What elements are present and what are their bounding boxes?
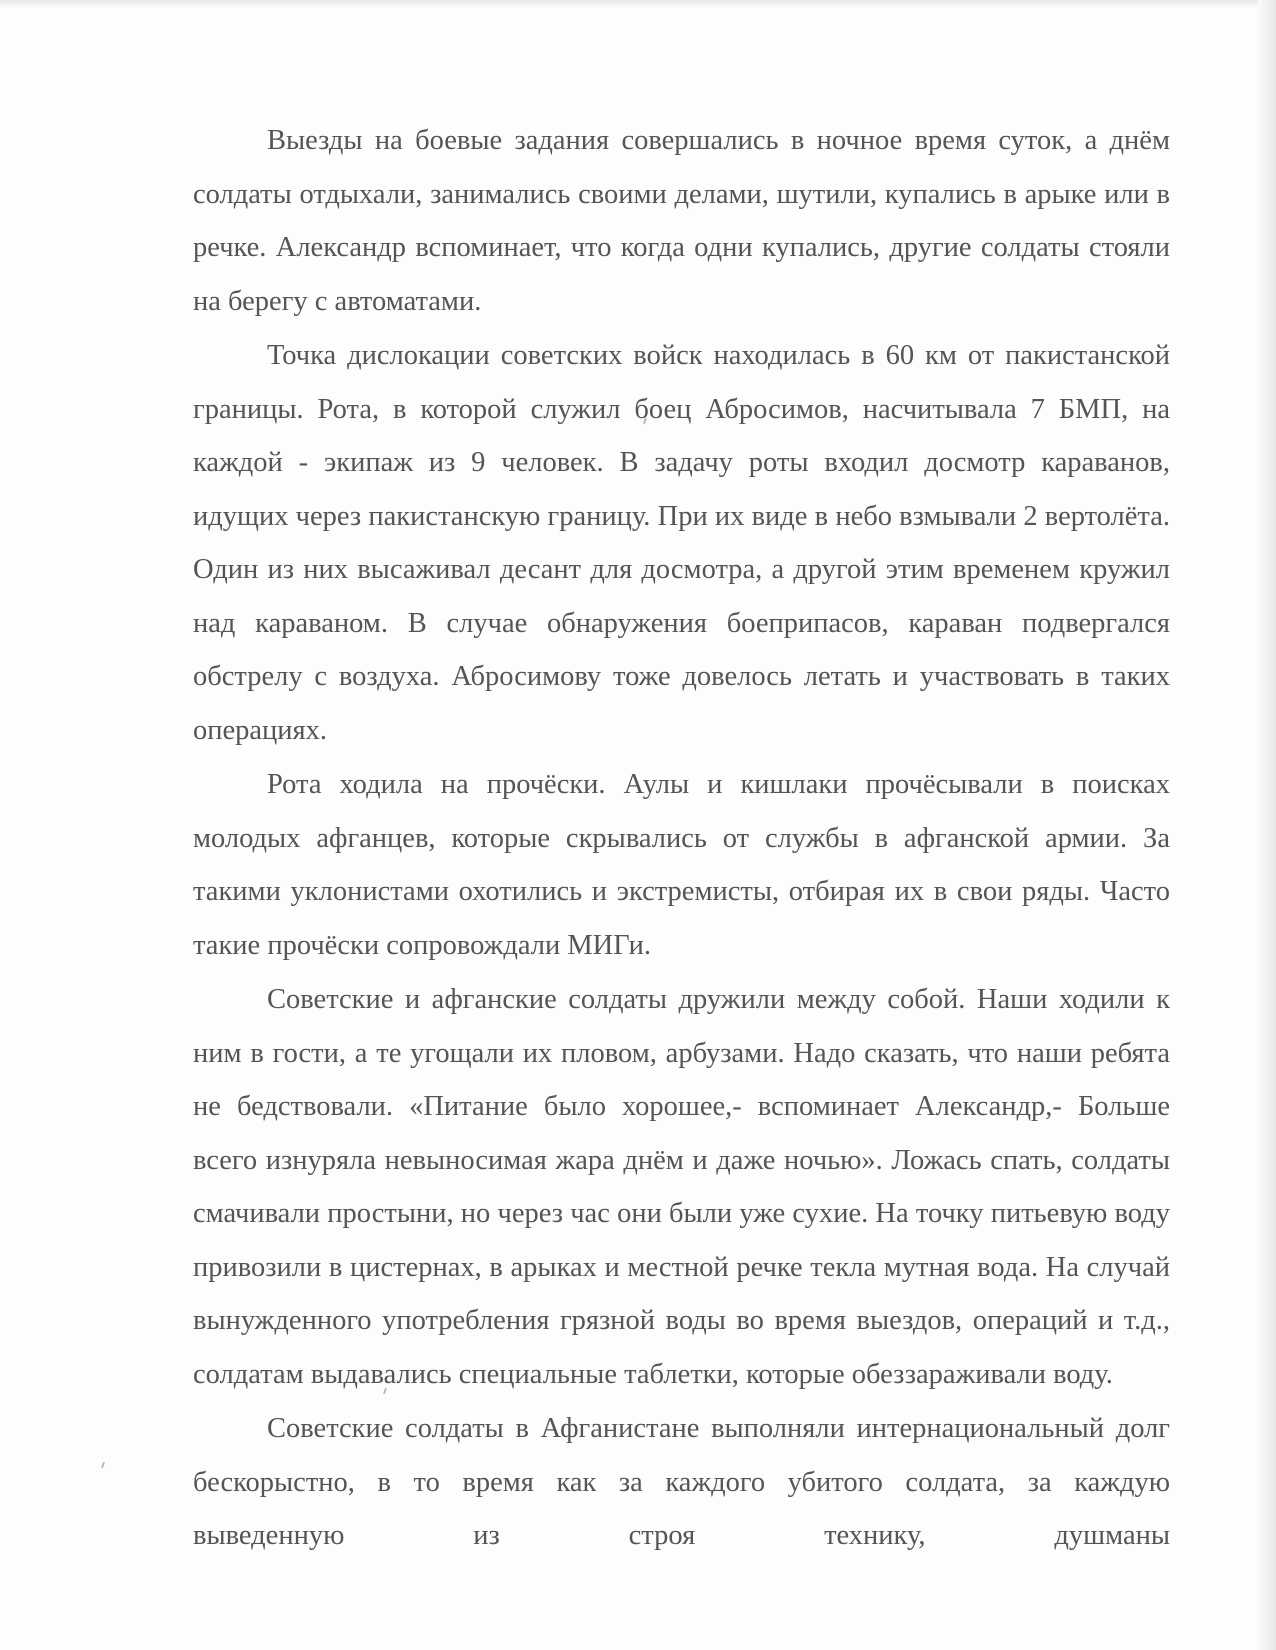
- paragraph: Советские солдаты в Афганистане выполняли интернациональный долг бескорыстно, в то время как за каждого убитого солдата, за каждую выведенную из строя технику, душманы: [193, 1413, 1170, 1551]
- scan-speck: [101, 1462, 105, 1468]
- scan-top-edge: [0, 0, 1262, 8]
- scan-right-edge: [1258, 0, 1276, 1650]
- paragraph: Точка дислокации советских войск находилась в 60 км от пакистанской границы. Рота, в которой служил боец Абросимов, насчитывала 7 БМП, на каждой - экипаж из 9 человек. В задачу роты входил досмотр караванов, идущих через пакистанскую границу. При их виде в небо взмывали 2 вертолёта. Один из них высаживал десант для досмотра, а другой этим временем кружил над караваном. В случае обнаружения боеприпасов, караван подвергался обстрелу с воздуха. Абросимову тоже довелось летать и участвовать в таких операциях.: [193, 340, 1170, 746]
- paragraph: Выезды на боевые задания совершались в ночное время суток, а днём солдаты отдыхали, занимались своими делами, шутили, купались в арыке или в речке. Александр вспоминает, что когда одни купались, другие солдаты стояли на берегу с автоматами.: [193, 125, 1170, 317]
- paragraph: Рота ходила на прочёски. Аулы и кишлаки прочёсывали в поисках молодых афганцев, которые скрывались от службы в афганской армии. За такими уклонистами охотились и экстремисты, отбирая их в свои ряды. Часто такие прочёски сопровождали МИГи.: [193, 769, 1170, 961]
- paragraph: Советские и афганские солдаты дружили между собой. Наши ходили к ним в гости, а те угощали их пловом, арбузами. Надо сказать, что наши ребята не бедствовали. «Питание было хорошее,- вспоминает Александр,- Больше всего изнуряла невыносимая жара днём и даже ночью». Ложась спать, солдаты смачивали простыни, но через час они были уже сухие. На точку питьевую воду привозили в цистернах, в арыках и местной речке текла мутная вода. На случай вынужденного употребления грязной воды во время выездов, операций и т.д., солдатам выдавались специальные таблетки, которые обеззараживали воду.: [193, 984, 1170, 1390]
- document-body: [193, 114, 1170, 1563]
